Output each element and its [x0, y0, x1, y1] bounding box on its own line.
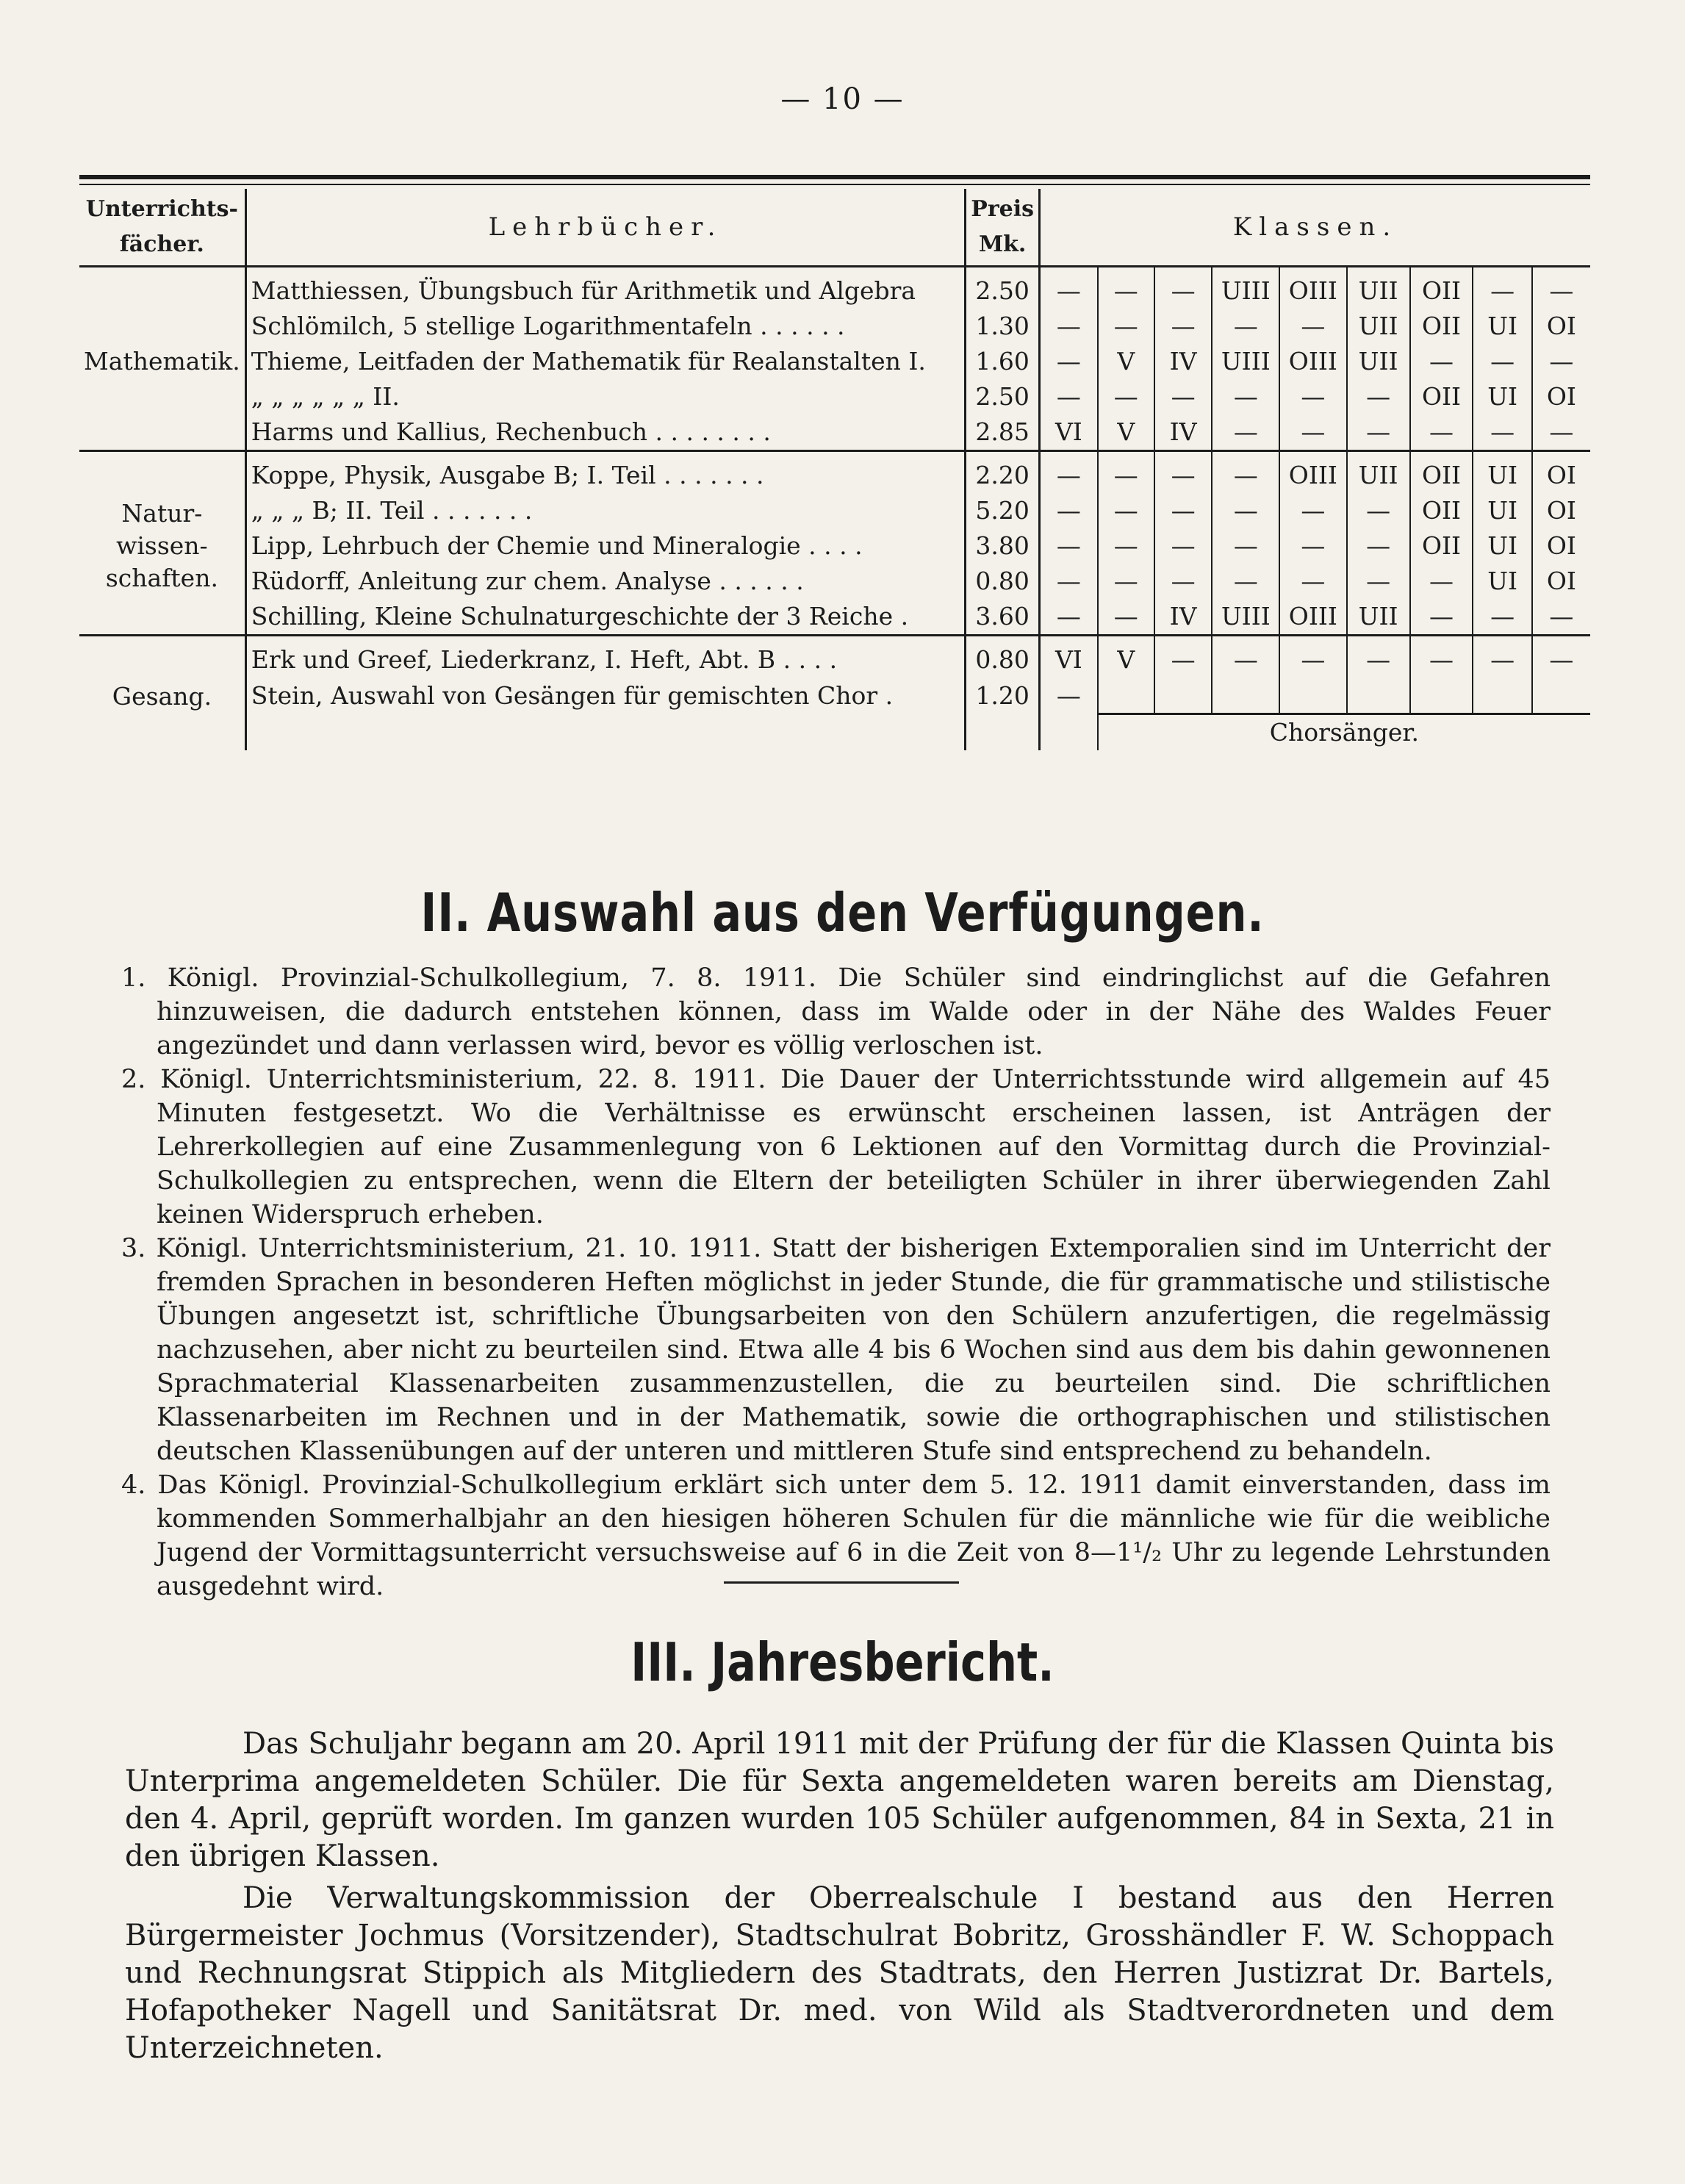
class-cell: — [1347, 564, 1410, 599]
class-cell: — [1154, 451, 1212, 494]
class-cell: — [1473, 636, 1531, 678]
class-cell: OII [1410, 379, 1473, 414]
class-cell: — [1532, 636, 1590, 678]
table-row [79, 714, 1590, 751]
class-cell: — [1212, 414, 1279, 451]
book-cell: Koppe, Physik, Ausgabe B; I. Teil . . . . . . . [245, 451, 966, 494]
price-cell: 5.20 [966, 493, 1040, 528]
class-cell: — [1410, 636, 1473, 678]
report-paragraph: Das Schuljahr begann am 20. April 1911 mit der Prüfung der für die Klassen Quinta bis Unterprima angemeldeten Schüler. Die für Sexta angemeldeten waren bereits am Dienstag, den 4. April, geprüft worden. Im ganzen wurden 105 Schüler aufgenommen, 84 in Sexta, 21 in den übrigen Klassen. [125, 1727, 1554, 1873]
class-cell: — [1347, 414, 1410, 451]
chorus-note: Chorsänger. [1098, 714, 1590, 751]
table-row [79, 599, 1590, 636]
class-cell [1532, 678, 1590, 714]
class-cell: — [1347, 528, 1410, 564]
empty-cell [966, 714, 1040, 751]
decree-item: 3. Königl. Unterrichtsministerium, 21. 10. 1911. Statt der bisherigen Extemporalien sind im Unterricht der fremden Sprachen in besonderen Heften möglichst in jeder Stunde, die für grammatische und stilistische Übungen angesetzt ist, schriftliche Übungsarbeiten von den Schülern anzufertigen, die regelmässig nachzusehen, aber nicht zu beurteilen sind. Etwa alle 4 bis 6 Wochen sind aus dem bis dahin gewonnenen Sprachmaterial Klassenarbeiten zusammenzustellen, die zu beurteilen sind. Die schriftlichen Klassenarbeiten im Rechnen und in der Mathematik, sowie die orthographischen und stilistischen deutschen Klassenübungen auf der unteren und mittleren Stufe sind entsprechend zu behandeln. [121, 1234, 1551, 1466]
class-cell: — [1279, 528, 1346, 564]
class-cell: OI [1546, 567, 1576, 595]
book-cell: Schilling, Kleine Schulnaturgeschichte der 3 Reiche . [245, 599, 966, 636]
class-cell: V [1098, 344, 1154, 379]
class-cell: — [1154, 309, 1212, 344]
class-cell: UI [1473, 309, 1531, 344]
class-cell: UI [1473, 379, 1531, 414]
book-cell: „ „ „ B; II. Teil . . . . . . . [245, 493, 966, 528]
class-cell: — [1040, 528, 1098, 564]
price-cell: 1.30 [966, 309, 1040, 344]
class-cell [1154, 678, 1212, 714]
class-cell: — [1347, 493, 1410, 528]
class-cell: — [1154, 379, 1212, 414]
class-cell: OI [1546, 382, 1576, 411]
class-cell: OIII [1279, 267, 1346, 309]
class-cell: UI [1473, 493, 1531, 528]
class-cell: — [1549, 602, 1574, 631]
class-cell: — [1154, 528, 1212, 564]
report-paragraph: Die Verwaltungskommission der Oberrealschule I bestand aus den Herren Bürgermeister Jochmus (Vorsitzender), Stadtschulrat Bobritz, Grosshändler F. W. Schoppach und Rechnungsrat Stippich als Mitgliedern des Stadtrats, den Herren Justizrat Dr. Bartels, Hofapotheker Nagell und Sanitätsrat Dr. med. von Wild als Stadtverordneten und dem Unterzeichneten. [125, 1881, 1554, 2065]
class-cell: — [1040, 493, 1098, 528]
class-cell: — [1154, 636, 1212, 678]
class-cell: UII [1347, 267, 1410, 309]
price-cell: 2.50 [966, 267, 1040, 309]
table-row [79, 414, 1590, 451]
class-cell: IV [1154, 599, 1212, 636]
price-cell: 2.20 [966, 451, 1040, 494]
price-cell: 2.50 [966, 379, 1040, 414]
class-cell: — [1532, 267, 1590, 309]
decree-item: 1. Königl. Provinzial-Schulkollegium, 7. 8. 1911. Die Schüler sind eindringlichst auf die Gefahren hinzuweisen, die dadurch entstehen können, dass im Walde oder in der Nähe des Waldes Feuer angezündet und dann verlassen wird, bevor es völlig verloschen ist. [121, 963, 1551, 1060]
class-cell: — [1410, 414, 1473, 451]
class-cell: — [1212, 564, 1279, 599]
class-cell: OII [1410, 528, 1473, 564]
class-cell: — [1279, 636, 1346, 678]
class-cell: — [1279, 309, 1346, 344]
class-cell: UII [1347, 344, 1410, 379]
price-cell: 0.80 [966, 636, 1040, 678]
class-cell [1473, 678, 1531, 714]
table-row [79, 451, 1590, 494]
class-cell: — [1098, 309, 1154, 344]
class-cell: — [1347, 636, 1410, 678]
class-cell: OII [1410, 451, 1473, 494]
class-cell: — [1098, 493, 1154, 528]
decree-item: 2. Königl. Unterrichtsministerium, 22. 8. 1911. Die Dauer der Unterrichtsstunde wird allgemein auf 45 Minuten festgesetzt. Wo die Verhältnisse es erwünscht erscheinen lassen, ist Anträgen der Lehrerkollegien auf eine Zusammenlegung von 6 Lektionen auf den Vormittag durch die Provinzial-Schulkollegien zu entsprechen, wenn die Eltern der beteiligten Schüler in ihrer überwiegenden Zahl keinen Widerspruch erheben. [121, 1065, 1551, 1229]
class-cell: — [1154, 267, 1212, 309]
class-cell: — [1040, 599, 1098, 636]
class-cell: — [1098, 379, 1154, 414]
top-rule-thin [79, 184, 1590, 185]
class-cell [1098, 678, 1154, 714]
book-cell: Matthiessen, Übungsbuch für Arithmetik und Algebra [245, 267, 966, 309]
class-cell: IV [1154, 344, 1212, 379]
class-cell: — [1212, 528, 1279, 564]
class-cell: — [1549, 417, 1574, 446]
price-cell: 3.80 [966, 528, 1040, 564]
annual-report [125, 1725, 1554, 2072]
class-cell: VI [1040, 414, 1098, 451]
class-cell: — [1154, 493, 1212, 528]
table-body [79, 267, 1590, 751]
book-cell: Rüdorff, Anleitung zur chem. Analyse . . . . . . [245, 564, 966, 599]
class-cell: UIII [1212, 267, 1279, 309]
class-cell: — [1098, 528, 1154, 564]
class-cell: — [1473, 267, 1531, 309]
class-cell: IV [1154, 414, 1212, 451]
subject-cell: Natur- wissen- schaften. [79, 451, 245, 636]
subject-cell: Mathematik. [79, 267, 245, 451]
table-row [79, 528, 1590, 564]
class-cell: UI [1473, 451, 1531, 494]
class-cell [1347, 678, 1410, 714]
class-cell: V [1098, 414, 1154, 451]
table-row [79, 267, 1590, 309]
top-rule [79, 175, 1590, 179]
decree-item: 4. Das Königl. Provinzial-Schulkollegium erklärt sich unter dem 5. 12. 1911 damit einverstanden, dass im kommenden Sommerhalbjahr an den hiesigen höheren Schulen für die männliche wie für die weibliche Jugend der Vormittagsunterricht versuchsweise auf 6 in die Zeit von 8—1¹/₂ Uhr zu legende Lehrstunden ausgedehnt wird. [121, 1470, 1551, 1601]
table-header-row [79, 189, 1590, 267]
table-row [79, 379, 1590, 414]
header-price: Preis Mk. [966, 189, 1040, 267]
class-cell: UIII [1212, 599, 1279, 636]
class-cell: — [1410, 564, 1473, 599]
empty-cell [245, 714, 966, 751]
class-cell: VI [1040, 636, 1098, 678]
class-cell: OIII [1279, 451, 1346, 494]
class-cell: — [1040, 451, 1098, 494]
header-classes: Klassen. [1040, 189, 1590, 267]
decree-list [121, 961, 1551, 1603]
class-cell [1212, 678, 1279, 714]
class-cell: UIII [1212, 344, 1279, 379]
section-iii-title: III. Jahresbericht. [630, 1631, 1055, 1693]
class-cell: OII [1410, 309, 1473, 344]
table-row [79, 344, 1590, 379]
textbook-table [79, 189, 1590, 750]
table-row [79, 493, 1590, 528]
class-cell: OII [1410, 493, 1473, 528]
class-cell: — [1212, 379, 1279, 414]
class-cell: — [1410, 344, 1473, 379]
class-cell: — [1347, 379, 1410, 414]
class-cell: OI [1546, 312, 1576, 340]
class-cell: — [1040, 564, 1098, 599]
book-cell: „ „ „ „ „ „ II. [245, 379, 966, 414]
class-cell: — [1549, 347, 1574, 376]
table-row [79, 636, 1590, 678]
empty-cell [1040, 714, 1098, 751]
class-cell: — [1212, 451, 1279, 494]
class-cell: — [1098, 451, 1154, 494]
class-cell: OI [1532, 451, 1590, 494]
section-divider [724, 1581, 959, 1584]
class-cell: V [1098, 636, 1154, 678]
price-cell: 3.60 [966, 599, 1040, 636]
class-cell: — [1098, 599, 1154, 636]
class-cell: OIII [1279, 344, 1346, 379]
book-cell: Thieme, Leitfaden der Mathematik für Realanstalten I. [245, 344, 966, 379]
class-cell: — [1040, 267, 1098, 309]
price-cell: 1.60 [966, 344, 1040, 379]
book-cell: Lipp, Lehrbuch der Chemie und Mineralogie . . . . [245, 528, 966, 564]
class-cell: OI [1546, 496, 1576, 525]
class-cell: UII [1347, 599, 1410, 636]
class-cell: — [1212, 309, 1279, 344]
class-cell: OIII [1279, 599, 1346, 636]
class-cell: — [1279, 493, 1346, 528]
class-cell: — [1212, 636, 1279, 678]
class-cell: — [1098, 564, 1154, 599]
class-cell: — [1473, 414, 1531, 451]
book-cell: Harms und Kallius, Rechenbuch . . . . . . . . [245, 414, 966, 451]
class-cell: — [1279, 414, 1346, 451]
class-cell: — [1279, 379, 1346, 414]
header-books: Lehrbücher. [245, 189, 966, 267]
class-cell: OI [1546, 531, 1576, 560]
price-cell: 0.80 [966, 564, 1040, 599]
class-cell: — [1473, 344, 1531, 379]
class-cell: — [1098, 267, 1154, 309]
class-cell: — [1040, 309, 1098, 344]
class-cell: — [1473, 599, 1531, 636]
class-cell: OII [1410, 267, 1473, 309]
class-cell: — [1154, 564, 1212, 599]
subject-cell: Gesang. [79, 636, 245, 751]
class-cell: UII [1347, 309, 1410, 344]
class-cell: — [1279, 564, 1346, 599]
section-ii-title: II. Auswahl aus den Verfügungen. [420, 882, 1265, 944]
class-cell: UII [1347, 451, 1410, 494]
book-cell: Erk und Greef, Liederkranz, I. Heft, Abt. B . . . . [245, 636, 966, 678]
table-row [79, 678, 1590, 714]
price-cell: 2.85 [966, 414, 1040, 451]
class-cell: — [1410, 599, 1473, 636]
class-cell: UI [1473, 528, 1531, 564]
page-number: — 10 — [780, 82, 905, 116]
book-cell: Stein, Auswahl von Gesängen für gemischten Chor . [245, 678, 966, 714]
class-cell: — [1040, 379, 1098, 414]
class-cell [1279, 678, 1346, 714]
table-row [79, 309, 1590, 344]
class-cell: — [1040, 678, 1098, 714]
header-subject: Unterrichts- fächer. [79, 189, 245, 267]
class-cell: UI [1473, 564, 1531, 599]
price-cell: 1.20 [966, 678, 1040, 714]
table-row [79, 564, 1590, 599]
class-cell: — [1212, 493, 1279, 528]
class-cell: — [1040, 344, 1098, 379]
book-cell: Schlömilch, 5 stellige Logarithmentafeln . . . . . . [245, 309, 966, 344]
class-cell [1410, 678, 1473, 714]
